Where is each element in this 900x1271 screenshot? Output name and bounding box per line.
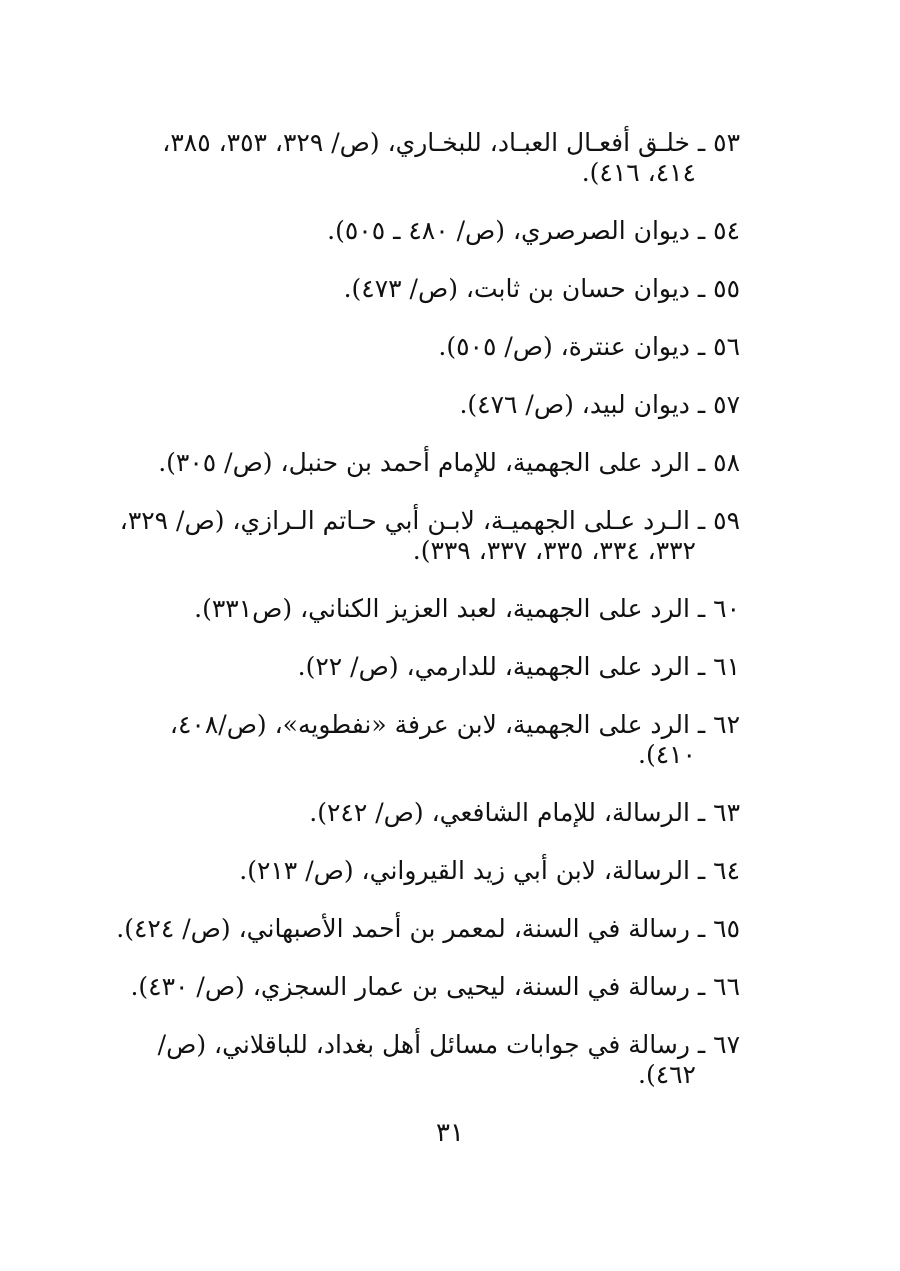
list-item: ٦٣ ـ الرسالة، للإمام الشافعي، (ص/ ٢٤٢). (309, 798, 740, 827)
list-item: ٦٢ ـ الرد على الجهمية، لابن عرفة «نفطويه»، (ص/٤٠٨، ٤١٠). (169, 710, 740, 769)
list-item: ٥٨ ـ الرد على الجهمية، للإمام أحمد بن حنبل، (ص/ ٣٠٥). (158, 448, 740, 477)
list-item: ٦٦ ـ رسالة في السنة، ليحيى بن عمار السجزي، (ص/ ٤٣٠). (130, 972, 740, 1001)
list-item: ٥٥ ـ ديوان حسان بن ثابت، (ص/ ٤٧٣). (343, 274, 740, 303)
list-item: ٦٠ ـ الرد على الجهمية، لعبد العزيز الكناني، (ص٣٣١). (194, 594, 740, 623)
list-item: ٦١ ـ الرد على الجهمية، للدارمي، (ص/ ٢٢). (297, 652, 740, 681)
bibliography-list (110, 128, 740, 1118)
list-item: ٦٥ ـ رسالة في السنة، لمعمر بن أحمد الأصبهاني، (ص/ ٤٢٤). (116, 914, 740, 943)
list-item: ٥٦ ـ ديوان عنترة، (ص/ ٥٠٥). (438, 332, 740, 361)
list-item: ٦٤ ـ الرسالة، لابن أبي زيد القيرواني، (ص/ ٢١٣). (239, 856, 740, 885)
list-item: ٥٧ ـ ديوان لبيد، (ص/ ٤٧٦). (459, 390, 740, 419)
list-item: ٦٧ ـ رسالة في جوابات مسائل أهل بغداد، للباقلاني، (ص/ ٤٦٢). (157, 1030, 740, 1089)
list-item: ٥٤ ـ ديوان الصرصري، (ص/ ٤٨٠ ـ ٥٠٥). (327, 216, 740, 245)
page-number: ٣١ (436, 1118, 464, 1148)
list-item: ٥٣ ـ خلـق أفعـال العبـاد، للبخـاري، (ص/ ٣٢٩، ٣٥٣، ٣٨٥، ٤١٤، ٤١٦). (162, 128, 740, 187)
list-item: ٥٩ ـ الـرد عـلى الجهميـة، لابـن أبي حـاتم الـرازي، (ص/ ٣٢٩، ٣٣٢، ٣٣٤، ٣٣٥، ٣٣٧، ٣٣٩). (119, 506, 740, 565)
